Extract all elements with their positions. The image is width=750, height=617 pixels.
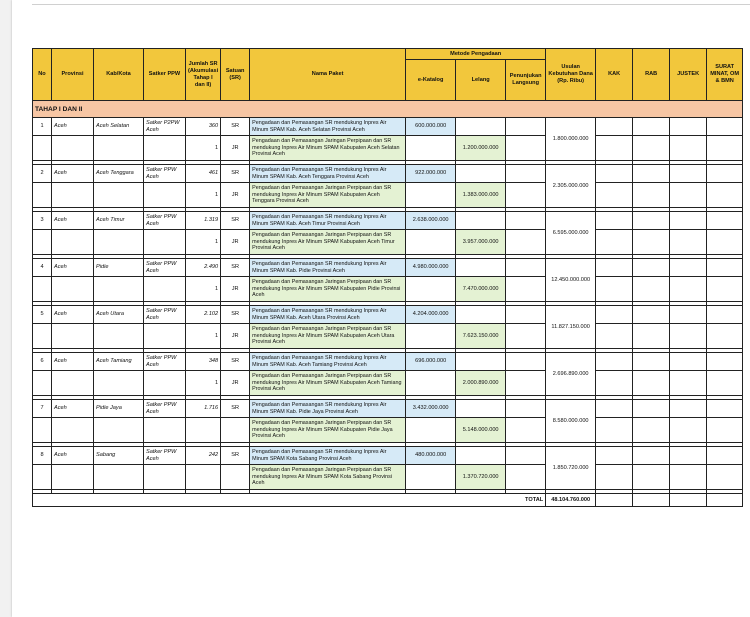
cell-provinsi xyxy=(52,277,94,302)
cell-jumlah-sr: 1.319 xyxy=(186,212,221,230)
cell-penunjukan xyxy=(506,324,546,349)
cell-rab xyxy=(633,447,670,465)
cell-penunjukan xyxy=(506,277,546,302)
cell-lelang: 1.200.000.000 xyxy=(456,136,506,161)
cell-lelang: 5.148.000.000 xyxy=(456,418,506,443)
cell-kak xyxy=(596,277,633,302)
cell-justek xyxy=(670,353,707,371)
cell-jumlah-jr xyxy=(186,465,221,490)
cell-kab-kota xyxy=(94,136,144,161)
cell-usulan: 11.827.150.000 xyxy=(546,306,596,349)
cell-penunjukan xyxy=(506,465,546,490)
cell-rab xyxy=(633,136,670,161)
cell-provinsi xyxy=(52,418,94,443)
cell-satker: Satker PPW Aceh xyxy=(144,306,186,324)
cell-rab xyxy=(633,371,670,396)
cell-nama-paket: Pengadaan dan Pemasangan SR mendukung Inpres Air Minum SPAM Kota Sabang Provinsi Aceh xyxy=(250,447,406,465)
cell-kab-kota: Sabang xyxy=(94,447,144,465)
cell-lelang xyxy=(456,306,506,324)
cell-satker: Satker PPW Aceh xyxy=(144,447,186,465)
cell-satker: Satker PPW Aceh xyxy=(144,259,186,277)
table-row xyxy=(33,465,743,490)
cell-lelang xyxy=(456,447,506,465)
cell-satuan: JR xyxy=(221,183,250,208)
table-row xyxy=(33,212,743,230)
cell-ekatalog xyxy=(406,136,456,161)
cell-kak xyxy=(596,136,633,161)
cell-jumlah-jr: 1 xyxy=(186,136,221,161)
cell-jumlah-sr: 360 xyxy=(186,118,221,136)
cell-penunjukan xyxy=(506,418,546,443)
cell-surat xyxy=(707,277,743,302)
cell-kab-kota xyxy=(94,324,144,349)
table-row xyxy=(33,136,743,161)
cell-provinsi xyxy=(52,136,94,161)
cell-penunjukan xyxy=(506,447,546,465)
table-row xyxy=(33,324,743,349)
cell-satuan: JR xyxy=(221,324,250,349)
cell-ekatalog: 2.638.000.000 xyxy=(406,212,456,230)
cell-justek xyxy=(670,165,707,183)
cell-lelang xyxy=(456,212,506,230)
header-metode-pengadaan: Metode Pengadaan xyxy=(406,49,546,60)
cell-kak xyxy=(596,400,633,418)
cell-rab xyxy=(633,465,670,490)
cell-empty xyxy=(670,494,707,507)
header-kak: KAK xyxy=(596,49,633,101)
table-row xyxy=(33,306,743,324)
cell-no: 7 xyxy=(33,400,52,418)
cell-provinsi: Aceh xyxy=(52,306,94,324)
cell-usulan: 1.800.000.000 xyxy=(546,118,596,161)
cell-satuan: JR xyxy=(221,277,250,302)
cell-justek xyxy=(670,400,707,418)
cell-no xyxy=(33,465,52,490)
cell-no xyxy=(33,324,52,349)
table-row xyxy=(33,118,743,136)
cell-surat xyxy=(707,165,743,183)
cell-nama-paket: Pengadaan dan Pemasangan SR mendukung Inpres Air Minum SPAM Kab. Aceh Selatan Provinsi Aceh xyxy=(250,118,406,136)
cell-kab-kota: Aceh Utara xyxy=(94,306,144,324)
cell-jumlah-jr: 1 xyxy=(186,371,221,396)
cell-no: 6 xyxy=(33,353,52,371)
cell-provinsi: Aceh xyxy=(52,353,94,371)
cell-empty xyxy=(707,494,743,507)
total-value: 48.104.760.000 xyxy=(546,494,596,507)
cell-satker xyxy=(144,136,186,161)
header-satuan: Satuan (SR) xyxy=(221,49,250,101)
cell-penunjukan xyxy=(506,371,546,396)
header-justek: JUSTEK xyxy=(670,49,707,101)
table-row xyxy=(33,259,743,277)
cell-lelang: 3.957.000.000 xyxy=(456,230,506,255)
cell-empty xyxy=(596,494,633,507)
cell-nama-paket: Pengadaan dan Pemasangan Jaringan Perpipaan dan SR mendukung Inpres Air Minum SPAM Kota Sabang Provinsi Aceh xyxy=(250,465,406,490)
cell-satker: Satker PPW Aceh xyxy=(144,165,186,183)
cell-provinsi: Aceh xyxy=(52,212,94,230)
header-kab-kota: Kab/Kota xyxy=(94,49,144,101)
cell-provinsi xyxy=(52,465,94,490)
cell-kab-kota: Pidie Jaya xyxy=(94,400,144,418)
cell-satuan xyxy=(221,465,250,490)
header-ekatalog: e-Katalog xyxy=(406,60,456,101)
cell-surat xyxy=(707,353,743,371)
table-row xyxy=(33,371,743,396)
cell-no: 2 xyxy=(33,165,52,183)
cell-nama-paket: Pengadaan dan Pemasangan SR mendukung Inpres Air Minum SPAM Kab. Aceh Utara Provinsi Aceh xyxy=(250,306,406,324)
cell-kak xyxy=(596,212,633,230)
cell-rab xyxy=(633,118,670,136)
cell-ekatalog: 4.980.000.000 xyxy=(406,259,456,277)
cell-surat xyxy=(707,324,743,349)
cell-satuan: SR xyxy=(221,259,250,277)
cell-rab xyxy=(633,183,670,208)
cell-nama-paket: Pengadaan dan Pemasangan Jaringan Perpipaan dan SR mendukung Inpres Air Minum SPAM Kabupaten Aceh Timur Provinsi Aceh xyxy=(250,230,406,255)
cell-satker xyxy=(144,183,186,208)
cell-kab-kota xyxy=(94,277,144,302)
cell-kak xyxy=(596,230,633,255)
cell-kak xyxy=(596,306,633,324)
cell-no xyxy=(33,418,52,443)
procurement-table xyxy=(32,48,743,507)
cell-surat xyxy=(707,371,743,396)
header-lelang: Lelang xyxy=(456,60,506,101)
table-row xyxy=(33,230,743,255)
cell-ekatalog xyxy=(406,183,456,208)
total-row xyxy=(33,494,743,507)
cell-kab-kota xyxy=(94,371,144,396)
cell-ekatalog xyxy=(406,230,456,255)
table-row xyxy=(33,277,743,302)
cell-lelang xyxy=(456,118,506,136)
cell-satker xyxy=(144,418,186,443)
cell-jumlah-sr: 2.490 xyxy=(186,259,221,277)
cell-satker: Satker PPW Aceh xyxy=(144,212,186,230)
cell-penunjukan xyxy=(506,400,546,418)
cell-usulan: 2.696.890.000 xyxy=(546,353,596,396)
cell-kak xyxy=(596,465,633,490)
cell-no: 8 xyxy=(33,447,52,465)
cell-penunjukan xyxy=(506,118,546,136)
cell-jumlah-sr: 242 xyxy=(186,447,221,465)
cell-rab xyxy=(633,306,670,324)
cell-lelang: 1.370.720.000 xyxy=(456,465,506,490)
cell-provinsi xyxy=(52,371,94,396)
cell-justek xyxy=(670,259,707,277)
cell-ekatalog: 4.204.000.000 xyxy=(406,306,456,324)
cell-penunjukan xyxy=(506,230,546,255)
cell-ekatalog xyxy=(406,371,456,396)
cell-rab xyxy=(633,418,670,443)
cell-nama-paket: Pengadaan dan Pemasangan Jaringan Perpipaan dan SR mendukung Inpres Air Minum SPAM Kabupaten Pidie Provinsi Aceh xyxy=(250,277,406,302)
cell-empty xyxy=(633,494,670,507)
cell-lelang xyxy=(456,165,506,183)
header-penunjukan: Penunjukan Langsung xyxy=(506,60,546,101)
cell-kab-kota xyxy=(94,230,144,255)
cell-kab-kota: Aceh Tamiang xyxy=(94,353,144,371)
cell-satuan: SR xyxy=(221,447,250,465)
cell-provinsi: Aceh xyxy=(52,165,94,183)
cell-jumlah-jr: 1 xyxy=(186,230,221,255)
cell-nama-paket: Pengadaan dan Pemasangan Jaringan Perpipaan dan SR mendukung Inpres Air Minum SPAM Kabupaten Aceh Selatan Provinsi Aceh xyxy=(250,136,406,161)
cell-satker xyxy=(144,371,186,396)
cell-nama-paket: Pengadaan dan Pemasangan Jaringan Perpipaan dan SR mendukung Inpres Air Minum SPAM Kabupaten Pidie Jaya Provinsi Aceh xyxy=(250,418,406,443)
cell-satuan: SR xyxy=(221,353,250,371)
header-no: No xyxy=(33,49,52,101)
page-top-border xyxy=(32,4,750,5)
cell-justek xyxy=(670,418,707,443)
cell-ekatalog: 696.000.000 xyxy=(406,353,456,371)
cell-kab-kota: Aceh Tenggara xyxy=(94,165,144,183)
cell-penunjukan xyxy=(506,353,546,371)
cell-no: 4 xyxy=(33,259,52,277)
cell-justek xyxy=(670,277,707,302)
cell-nama-paket: Pengadaan dan Pemasangan SR mendukung Inpres Air Minum SPAM Kab. Pidie Provinsi Aceh xyxy=(250,259,406,277)
cell-satker xyxy=(144,230,186,255)
cell-rab xyxy=(633,212,670,230)
cell-satuan: JR xyxy=(221,230,250,255)
cell-satker xyxy=(144,465,186,490)
cell-justek xyxy=(670,324,707,349)
cell-jumlah-sr: 1.716 xyxy=(186,400,221,418)
cell-nama-paket: Pengadaan dan Pemasangan SR mendukung Inpres Air Minum SPAM Kab. Aceh Tamiang Provinsi Aceh xyxy=(250,353,406,371)
cell-rab xyxy=(633,259,670,277)
cell-justek xyxy=(670,447,707,465)
cell-surat xyxy=(707,418,743,443)
cell-nama-paket: Pengadaan dan Pemasangan Jaringan Perpipaan dan SR mendukung Inpres Air Minum SPAM Kabupaten Aceh Tamiang Provinsi Aceh xyxy=(250,371,406,396)
cell-kab-kota: Aceh Selatan xyxy=(94,118,144,136)
cell-satuan: SR xyxy=(221,165,250,183)
cell-lelang: 7.470.000.000 xyxy=(456,277,506,302)
cell-justek xyxy=(670,212,707,230)
cell-jumlah-sr: 348 xyxy=(186,353,221,371)
cell-penunjukan xyxy=(506,165,546,183)
cell-kak xyxy=(596,118,633,136)
cell-provinsi: Aceh xyxy=(52,447,94,465)
cell-nama-paket: Pengadaan dan Pemasangan Jaringan Perpipaan dan SR mendukung Inpres Air Minum SPAM Kabupaten Aceh Tenggara Provinsi Aceh xyxy=(250,183,406,208)
header-satker: Satker PPW xyxy=(144,49,186,101)
cell-satker: Satker PPW Aceh xyxy=(144,400,186,418)
cell-lelang xyxy=(456,353,506,371)
cell-satuan xyxy=(221,418,250,443)
cell-provinsi: Aceh xyxy=(52,400,94,418)
cell-satuan: SR xyxy=(221,400,250,418)
cell-penunjukan xyxy=(506,259,546,277)
cell-penunjukan xyxy=(506,183,546,208)
cell-satuan: SR xyxy=(221,118,250,136)
cell-rab xyxy=(633,353,670,371)
cell-surat xyxy=(707,212,743,230)
cell-justek xyxy=(670,306,707,324)
cell-rab xyxy=(633,400,670,418)
cell-jumlah-jr xyxy=(186,418,221,443)
cell-penunjukan xyxy=(506,306,546,324)
table-row xyxy=(33,183,743,208)
cell-provinsi xyxy=(52,324,94,349)
cell-surat xyxy=(707,306,743,324)
cell-ekatalog: 3.432.000.000 xyxy=(406,400,456,418)
cell-satker: Satker PPW Aceh xyxy=(144,353,186,371)
cell-kab-kota xyxy=(94,418,144,443)
cell-ekatalog: 480.000.000 xyxy=(406,447,456,465)
cell-surat xyxy=(707,447,743,465)
cell-surat xyxy=(707,465,743,490)
cell-kak xyxy=(596,324,633,349)
cell-usulan: 12.450.000.000 xyxy=(546,259,596,302)
cell-surat xyxy=(707,259,743,277)
cell-kak xyxy=(596,418,633,443)
cell-surat xyxy=(707,230,743,255)
cell-satker xyxy=(144,324,186,349)
table-row xyxy=(33,400,743,418)
cell-surat xyxy=(707,118,743,136)
cell-no: 3 xyxy=(33,212,52,230)
cell-nama-paket: Pengadaan dan Pemasangan Jaringan Perpipaan dan SR mendukung Inpres Air Minum SPAM Kabupaten Aceh Utara Provinsi Aceh xyxy=(250,324,406,349)
cell-ekatalog: 922.000.000 xyxy=(406,165,456,183)
cell-lelang xyxy=(456,259,506,277)
table-row xyxy=(33,353,743,371)
table-row xyxy=(33,418,743,443)
cell-satuan: SR xyxy=(221,306,250,324)
cell-usulan: 1.850.720.000 xyxy=(546,447,596,490)
cell-nama-paket: Pengadaan dan Pemasangan SR mendukung Inpres Air Minum SPAM Kab. Aceh Timur Provinsi Aceh xyxy=(250,212,406,230)
cell-no xyxy=(33,277,52,302)
cell-justek xyxy=(670,118,707,136)
header-rab: RAB xyxy=(633,49,670,101)
cell-justek xyxy=(670,230,707,255)
cell-penunjukan xyxy=(506,212,546,230)
section-title: TAHAP I DAN II xyxy=(33,101,743,118)
cell-jumlah-jr: 1 xyxy=(186,277,221,302)
cell-justek xyxy=(670,465,707,490)
cell-surat xyxy=(707,136,743,161)
cell-no xyxy=(33,183,52,208)
cell-justek xyxy=(670,371,707,396)
cell-surat xyxy=(707,183,743,208)
cell-kak xyxy=(596,371,633,396)
cell-usulan: 6.595.000.000 xyxy=(546,212,596,255)
cell-usulan: 8.580.000.000 xyxy=(546,400,596,443)
cell-no xyxy=(33,371,52,396)
cell-justek xyxy=(670,183,707,208)
cell-satker: Satker P2PW Aceh xyxy=(144,118,186,136)
cell-lelang: 1.383.000.000 xyxy=(456,183,506,208)
cell-satker xyxy=(144,277,186,302)
header-nama-paket: Nama Paket xyxy=(250,49,406,101)
cell-jumlah-jr: 1 xyxy=(186,183,221,208)
cell-kab-kota xyxy=(94,465,144,490)
cell-kak xyxy=(596,353,633,371)
cell-jumlah-sr: 461 xyxy=(186,165,221,183)
table-row xyxy=(33,165,743,183)
table-row xyxy=(33,447,743,465)
cell-kak xyxy=(596,259,633,277)
cell-satuan: JR xyxy=(221,371,250,396)
cell-kab-kota xyxy=(94,183,144,208)
cell-kak xyxy=(596,447,633,465)
cell-justek xyxy=(670,136,707,161)
cell-no: 5 xyxy=(33,306,52,324)
header-jumlah-sr: Jumlah SR (Akumulasi Tahap I dan II) xyxy=(186,49,221,101)
cell-kak xyxy=(596,183,633,208)
cell-surat xyxy=(707,400,743,418)
cell-jumlah-jr: 1 xyxy=(186,324,221,349)
cell-provinsi: Aceh xyxy=(52,118,94,136)
spreadsheet-page xyxy=(12,0,750,617)
cell-kab-kota: Aceh Timur xyxy=(94,212,144,230)
cell-no: 1 xyxy=(33,118,52,136)
cell-ekatalog xyxy=(406,418,456,443)
header-surat-minat: SURAT MINAT, OM & BMN xyxy=(707,49,743,101)
cell-provinsi: Aceh xyxy=(52,259,94,277)
header-provinsi: Provinsi xyxy=(52,49,94,101)
cell-rab xyxy=(633,165,670,183)
cell-lelang xyxy=(456,400,506,418)
cell-ekatalog: 600.000.000 xyxy=(406,118,456,136)
cell-lelang: 2.000.890.000 xyxy=(456,371,506,396)
cell-jumlah-sr: 2.102 xyxy=(186,306,221,324)
cell-nama-paket: Pengadaan dan Pemasangan SR mendukung Inpres Air Minum SPAM Kab. Pidie Jaya Provinsi Aceh xyxy=(250,400,406,418)
cell-satuan: JR xyxy=(221,136,250,161)
cell-rab xyxy=(633,230,670,255)
cell-kak xyxy=(596,165,633,183)
cell-provinsi xyxy=(52,183,94,208)
cell-ekatalog xyxy=(406,465,456,490)
cell-usulan: 2.305.000.000 xyxy=(546,165,596,208)
cell-no xyxy=(33,230,52,255)
cell-ekatalog xyxy=(406,324,456,349)
header-usulan: Usulan Kebutuhan Dana (Rp. Ribu) xyxy=(546,49,596,101)
cell-lelang: 7.623.150.000 xyxy=(456,324,506,349)
cell-satuan: SR xyxy=(221,212,250,230)
cell-penunjukan xyxy=(506,136,546,161)
cell-rab xyxy=(633,277,670,302)
cell-rab xyxy=(633,324,670,349)
cell-no xyxy=(33,136,52,161)
cell-ekatalog xyxy=(406,277,456,302)
cell-nama-paket: Pengadaan dan Pemasangan SR mendukung Inpres Air Minum SPAM Kab. Aceh Tenggara Provinsi Aceh xyxy=(250,165,406,183)
cell-provinsi xyxy=(52,230,94,255)
cell-kab-kota: Pidie xyxy=(94,259,144,277)
total-label: TOTAL xyxy=(33,494,546,507)
